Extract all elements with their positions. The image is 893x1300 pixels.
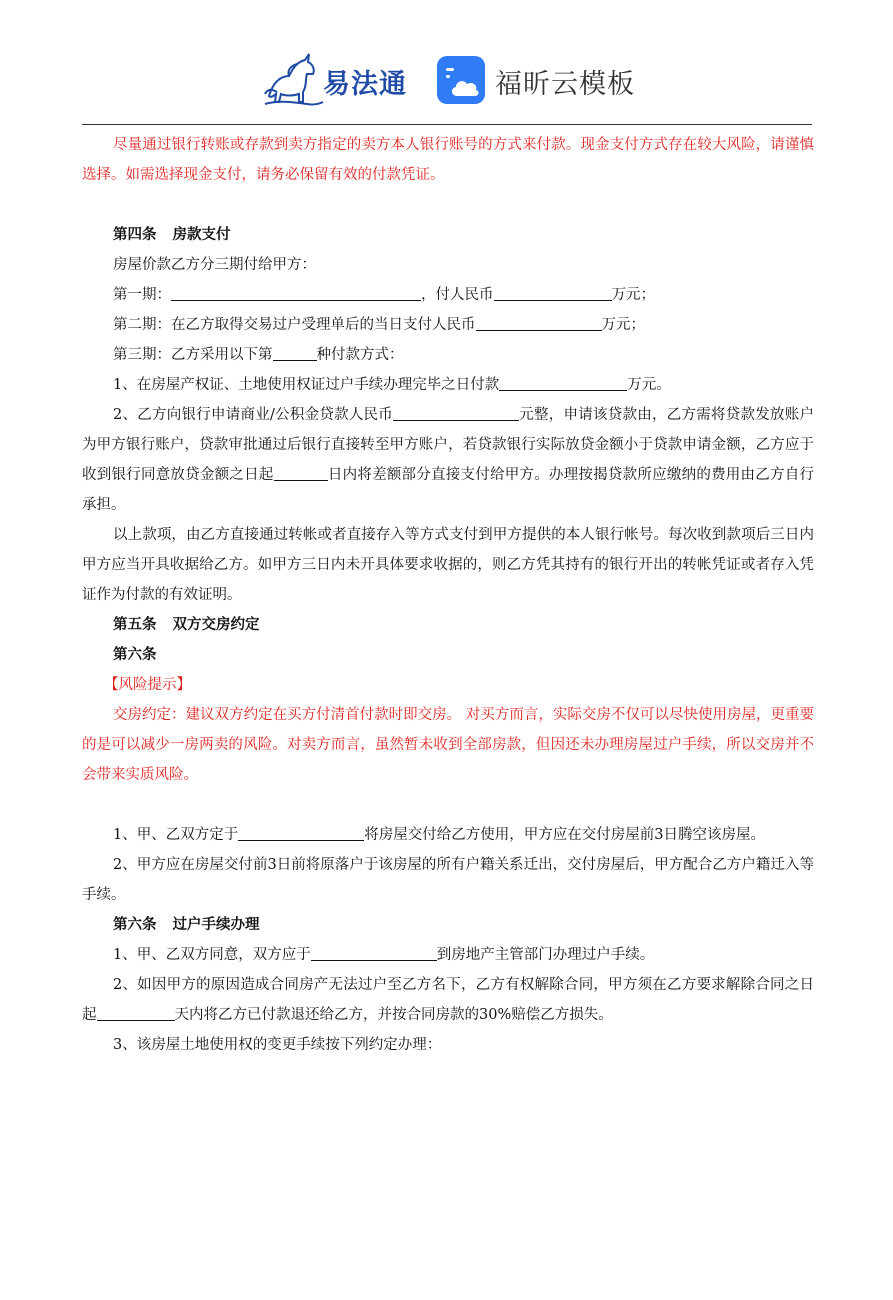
spacer [82, 790, 814, 820]
yifatong-logo [263, 52, 413, 108]
period1-desc-blank[interactable] [171, 284, 421, 301]
article5-heading: 第五条 双方交房约定 [113, 616, 260, 633]
period1-amount-blank[interactable] [494, 284, 612, 301]
header-divider [82, 124, 812, 125]
period2-line: 第二期：在乙方取得交易过户受理单后的当日支付人民币 万元； [82, 310, 814, 340]
intro-warning: 尽量通过银行转账或存款到卖方指定的卖方本人银行账号的方式来付款。现金支付方式存在较大风险，请谨慎选择。如需选择现金支付，请务必保留有效的付款凭证。 [82, 137, 814, 183]
page-header [0, 0, 893, 125]
risk-text: 交房约定：建议双方约定在买方付清首付款时即交房。 对买方而言，实际交房不仅可以尽快使用房屋，更重要的是可以减少一房两卖的风险。对卖方而言，虽然暂未收到全部房款，但因还未办理房屋过户手续，所以交房并不会带来实质风险。 [82, 707, 814, 783]
spacer [82, 190, 814, 220]
payment-closing-paragraph: 以上款项，由乙方直接通过转帐或者直接存入等方式支付到甲方提供的本人银行帐号。每次收到款项后三日内甲方应当开具收据给乙方。如甲方三日内未开具体要求收据的，则乙方凭其持有的银行开出的转帐凭证或者存入凭证作为付款的有效证明。 [82, 527, 814, 603]
article4-lead: 房屋价款乙方分三期付给甲方： [113, 257, 316, 273]
unicorn-horse-icon [263, 52, 325, 108]
risk-label: 【风险提示】 [104, 677, 191, 693]
option1-line: 1、在房屋产权证、土地使用权证过户手续办理完毕之日付款 万元。 [82, 370, 814, 400]
article4-heading: 第四条 房款支付 [113, 226, 231, 243]
option1-amount-blank[interactable] [499, 374, 627, 391]
transfer-item2: 2、如因甲方的原因造成合同房产无法过户至乙方名下，乙方有权解除合同，甲方须在乙方要求解除合同之日起 天内将乙方已付款退还给乙方，并按合同房款的30%赔偿乙方损失。 [82, 977, 814, 1023]
logo2-text: 福昕云模板 [495, 69, 635, 100]
transfer-date-blank[interactable] [311, 944, 437, 961]
loan-amount-blank[interactable] [393, 404, 519, 421]
handover-date-blank[interactable] [238, 824, 364, 841]
handover-item1: 1、甲、乙双方定于 将房屋交付给乙方使用，甲方应在交付房屋前3日腾空该房屋。 [82, 820, 814, 850]
period1-line: 第一期： ，付人民币 万元； [82, 280, 814, 310]
article6-heading-a: 第六条 [113, 646, 157, 663]
refund-days-blank[interactable] [97, 1004, 175, 1021]
article6-heading-b: 第六条 过户手续办理 [113, 916, 260, 933]
payment-method-blank[interactable] [273, 344, 317, 361]
period2-amount-blank[interactable] [476, 314, 602, 331]
option2-paragraph: 2、乙方向银行申请商业/公积金贷款人民币 元整，申请该贷款由，乙方需将贷款发放账户为甲方银行账户，贷款审批通过后银行直接转至甲方账户，若贷款银行实际放贷金额小于贷款申请金额，乙方应于收到银行同意放贷金额之日起 日内将差额部分直接支付给甲方。办理按揭贷款所应缴纳的费用由乙方自行承担。 [82, 400, 814, 520]
cloud-document-icon [437, 56, 485, 104]
handover-item2: 2、甲方应在房屋交付前3日前将原落户于该房屋的所有户籍关系迁出，交付房屋后，甲方配合乙方户籍迁入等手续。 [82, 857, 814, 903]
transfer-item1: 1、甲、乙双方同意，双方应于 到房地产主管部门办理过户手续。 [82, 940, 814, 970]
document-body [82, 130, 814, 1060]
transfer-item3: 3、该房屋土地使用权的变更手续按下列约定办理： [113, 1037, 442, 1053]
logo1-text: 易法通 [323, 69, 407, 100]
period3-line: 第三期：乙方采用以下第 种付款方式： [82, 340, 814, 370]
loan-days-blank[interactable] [274, 464, 328, 481]
